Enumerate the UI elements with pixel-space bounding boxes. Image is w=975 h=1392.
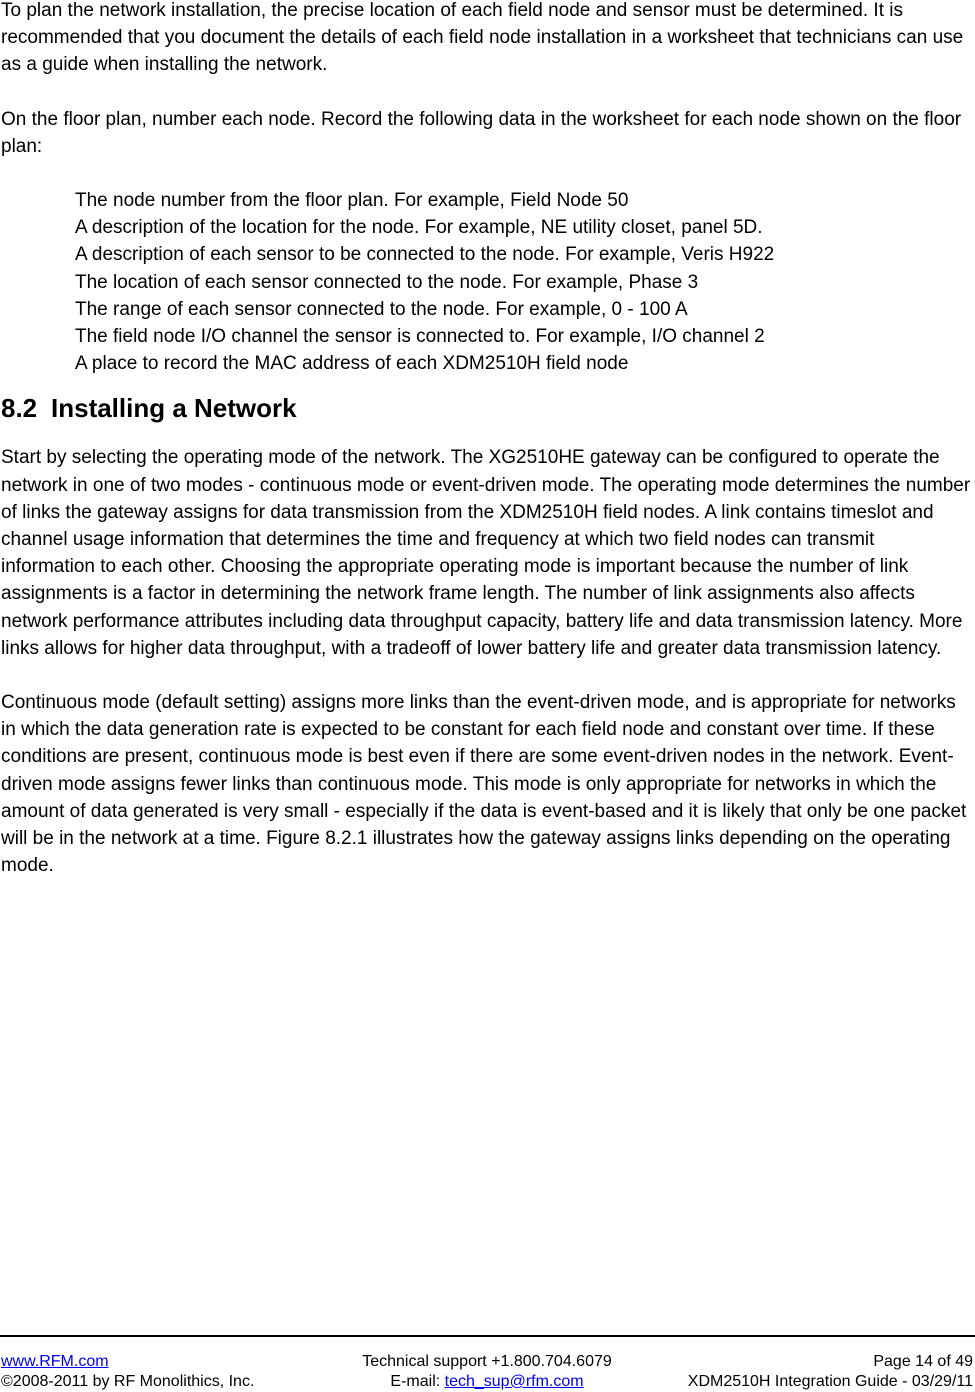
intro-paragraph-2: On the floor plan, number each node. Record the following data in the worksheet for each node shown on the floor plan:	[1, 108, 962, 157]
list-item: The location of each sensor connected to the node. For example, Phase 3	[75, 271, 699, 293]
section-paragraph-1: Start by selecting the operating mode of the network. The XG2510HE gateway can be configured to operate the network in one of two modes - continuous mode or event-driven mode. The operating mode determines the number of links the gateway assigns for data transmission from the XDM2510H field nodes. A link contains timeslot and channel usage information that determines the time and frequency at which two field nodes can transmit information to each other. Choosing the appropriate operating mode is important because the number of link assignments is a factor in determining the network frame length. The number of link assignments also affects network performance attributes including data throughput capacity, battery life and data transmission latency. More links allows for higher data throughput, with a tradeoff of lower battery life and greater data transmission latency.	[1, 447, 971, 659]
page-body	[1, 0, 973, 879]
list-item: A description of the location for the node. For example, NE utility closet, panel 5D.	[75, 217, 763, 239]
website-link[interactable]: www.RFM.com	[1, 1353, 109, 1370]
section-number: 8.2	[1, 393, 38, 424]
section-title: Installing a Network	[51, 393, 297, 424]
list-item: The field node I/O channel the sensor is connected to. For example, I/O channel 2	[75, 326, 765, 348]
section-heading	[1, 392, 973, 424]
page-number: Page 14 of 49	[873, 1353, 973, 1370]
support-phone: Technical support +1.800.704.6079	[362, 1353, 612, 1370]
email-label: E-mail:	[390, 1373, 445, 1390]
footer-divider	[0, 1335, 975, 1337]
copyright: ©2008-2011 by RF Monolithics, Inc.	[1, 1373, 255, 1390]
list-item: The range of each sensor connected to the node. For example, 0 - 100 A	[75, 298, 688, 320]
list-item: A place to record the MAC address of each XDM2510H field node	[75, 353, 629, 375]
email-link[interactable]: tech_sup@rfm.com	[444, 1373, 584, 1390]
list-item: A description of each sensor to be connected to the node. For example, Veris H922	[75, 244, 775, 266]
worksheet-data-list	[1, 187, 973, 377]
section-paragraph-2: Continuous mode (default setting) assigns more links than the event-driven mode, and is appropriate for networks in which the data generation rate is expected to be constant for each field node and constant over time. If these conditions are present, continuous mode is best even if there are some event-driven nodes in the network. Event-driven mode assigns fewer links than continuous mode. This mode is only appropriate for networks in which the amount of data generated is very small - especially if the data is event-based and it is likely that only be one packet will be in the network at a time. Figure 8.2.1 illustrates how the gateway assigns links depending on the operating mode.	[1, 692, 967, 877]
list-item: The node number from the floor plan. For example, Field Node 50	[75, 190, 629, 212]
intro-paragraph-1: To plan the network installation, the precise location of each field node and sensor must be determined. It is recommended that you document the details of each field node installation in a worksheet that technicians can use as a guide when installing the network.	[1, 0, 964, 76]
document-title: XDM2510H Integration Guide - 03/29/11	[687, 1373, 973, 1390]
